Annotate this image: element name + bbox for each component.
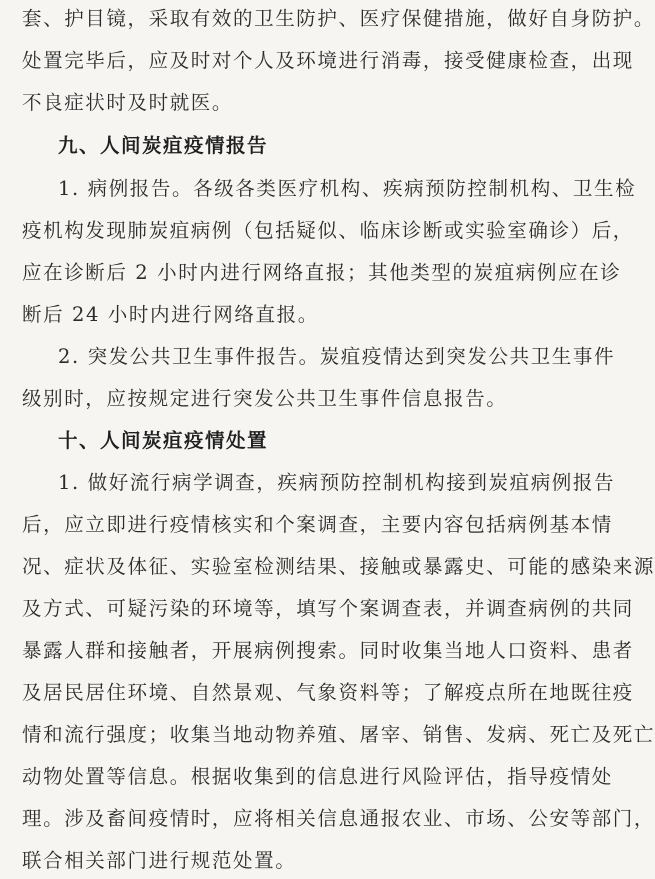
text-line: 套、护目镜，采取有效的卫生防护、医疗保健措施，做好自身防护。 bbox=[22, 7, 655, 30]
text-line: 理。涉及畜间疫情时，应将相关信息通报农业、市场、公安等部门， bbox=[22, 807, 655, 830]
text-line: 级别时，应按规定进行突发公共卫生事件信息报告。 bbox=[22, 387, 508, 410]
text-line: 动物处置等信息。根据收集到的信息进行风险评估，指导疫情处 bbox=[22, 765, 613, 788]
text-line: 况、症状及体征、实验室检测结果、接触或暴露史、可能的感染来源 bbox=[22, 555, 655, 578]
text-line: 断后 24 小时内进行网络直报。 bbox=[22, 303, 319, 326]
section-heading-10: 十、人间炭疽疫情处置 bbox=[58, 429, 269, 452]
text-line: 不良症状时及时就医。 bbox=[22, 91, 234, 114]
text-line: 情和流行强度；收集当地动物养殖、屠宰、销售、发病、死亡及死亡 bbox=[22, 723, 655, 746]
section-heading-9: 九、人间炭疽疫情报告 bbox=[58, 134, 269, 157]
text-line: 疫机构发现肺炭疽病例（包括疑似、临床诊断或实验室确诊）后， bbox=[22, 219, 634, 242]
text-line: 1. 做好流行病学调查，疾病预防控制机构接到炭疽病例报告 bbox=[58, 471, 616, 494]
text-line: 及方式、可疑污染的环境等，填写个案调查表，并调查病例的共同 bbox=[22, 597, 634, 620]
text-line: 应在诊断后 2 小时内进行网络直报；其他类型的炭疽病例应在诊 bbox=[22, 261, 622, 284]
text-line: 2. 突发公共卫生事件报告。炭疽疫情达到突发公共卫生事件 bbox=[58, 345, 616, 368]
text-line: 及居民居住环境、自然景观、气象资料等；了解疫点所在地既往疫 bbox=[22, 681, 634, 704]
text-line: 1. 病例报告。各级各类医疗机构、疾病预防控制机构、卫生检 bbox=[58, 177, 637, 200]
text-line: 联合相关部门进行规范处置。 bbox=[22, 849, 297, 872]
text-line: 暴露人群和接触者，开展病例搜索。同时收集当地人口资料、患者 bbox=[22, 639, 634, 662]
text-line: 处置完毕后，应及时对个人及环境进行消毒，接受健康检查，出现 bbox=[22, 49, 634, 72]
text-line: 后，应立即进行疫情核实和个案调查，主要内容包括病例基本情 bbox=[22, 513, 613, 536]
